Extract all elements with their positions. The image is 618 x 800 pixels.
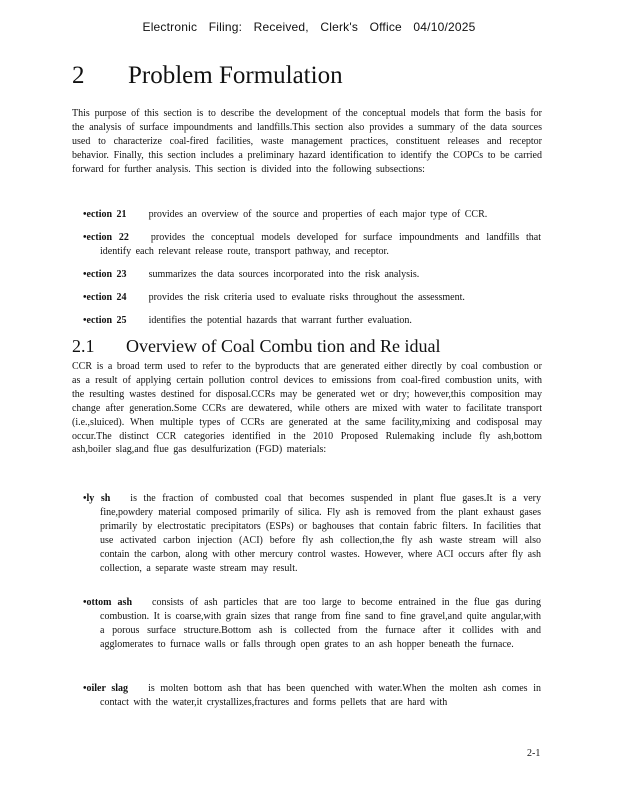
subsection-list-item: •ection 23 summarizes the data sources incorporated into the risk analysis. — [83, 269, 420, 280]
subsection-list-item: •ection 25 identifies the potential hazards that warrant further evaluation. — [83, 315, 412, 326]
section-number: 2 — [72, 62, 85, 89]
section-title: Problem Formulation — [128, 62, 343, 89]
section-intro-paragraph: This purpose of this section is to describe the development of the conceptual models that form the basis for the analysis of surface impoundments and landfills.This section also provides a summary of the data sources used to characterize coal-fired facilities, waste management practices, constituent releases and receptor behavior. Finally, this section includes a preliminary hazard identification to identify the COPCs to be carried forward for further analysis. This section is divided into the following subsections: — [72, 108, 542, 175]
subsection-intro-paragraph: CCR is a broad term used to refer to the byproducts that are generated either directly by coal combustion or as a result of applying certain pollution control devices to emissions from coal-fired combustion units, with the resulting wastes destined for disposal.CCRs may be generated wet or dry; however,this composition may change after generation.Some CCRs are dewatered, while others are mixed with water to facilitate transport (i.e.,sluiced). When multiple types of CCRs are generated at the same facility,mixing and codisposal may occur.The distinct CCR categories identified in the 2010 Proposed Rulemaking include fly ash,bottom ash,boiler slag,and flue gas desulfurization (FGD) materials: — [72, 361, 542, 456]
subsection-title: Overview of Coal Combu tion and Re idual — [126, 336, 441, 356]
filing-stamp-header: Electronic Filing: Received, Clerk's Office 04/10/2025 — [142, 20, 476, 34]
subsection-number: 2.1 — [72, 336, 95, 356]
subsection-list-item: •ection 24 provides the risk criteria used to evaluate risks throughout the assessment. — [83, 292, 465, 303]
ccr-type-list-item: •ly sh is the fraction of combusted coal that becomes suspended in plant flue gases.It is a very fine,powdery material composed primarily of silica. Fly ash is removed from the plant exhaust gases primarily by electrostatic precipitators (ESPs) or baghouses that contain fabric filters. In facilities that use activated carbon injection (ACI) before fly ash collection,the fly ash waste stream will also contain the carbon, along with other mercury control wastes. However, where ACI occurs after fly ash collection, a separate waste stream may result. — [83, 493, 541, 574]
subsection-list-item: •ection 21 provides an overview of the source and properties of each major type of CCR. — [83, 209, 488, 220]
ccr-type-list-item: •ottom ash consists of ash particles that are too large to become entrained in the flue gas during combustion. It is coarse,with grain sizes that range from fine sand to fine gravel,and quite angular,with a porous surface structure.Bottom ash is collected from the furnace after it collides with and agglomerates to furnace walls or falls through open grates to an ash hopper beneath the furnace. — [83, 597, 541, 650]
ccr-type-list-item: •oiler slag is molten bottom ash that has been quenched with water.When the molten ash comes in contact with the water,it crystallizes,fractures and forms pellets that are hard with — [83, 683, 541, 708]
section-heading — [72, 62, 343, 90]
page-number: 2-1 — [527, 748, 541, 759]
subsection-list-item: •ection 22 provides the conceptual models developed for surface impoundments and landfills that identify each relevant release route, transport pathway, and receptor. — [83, 232, 541, 257]
subsection-heading — [72, 336, 440, 357]
